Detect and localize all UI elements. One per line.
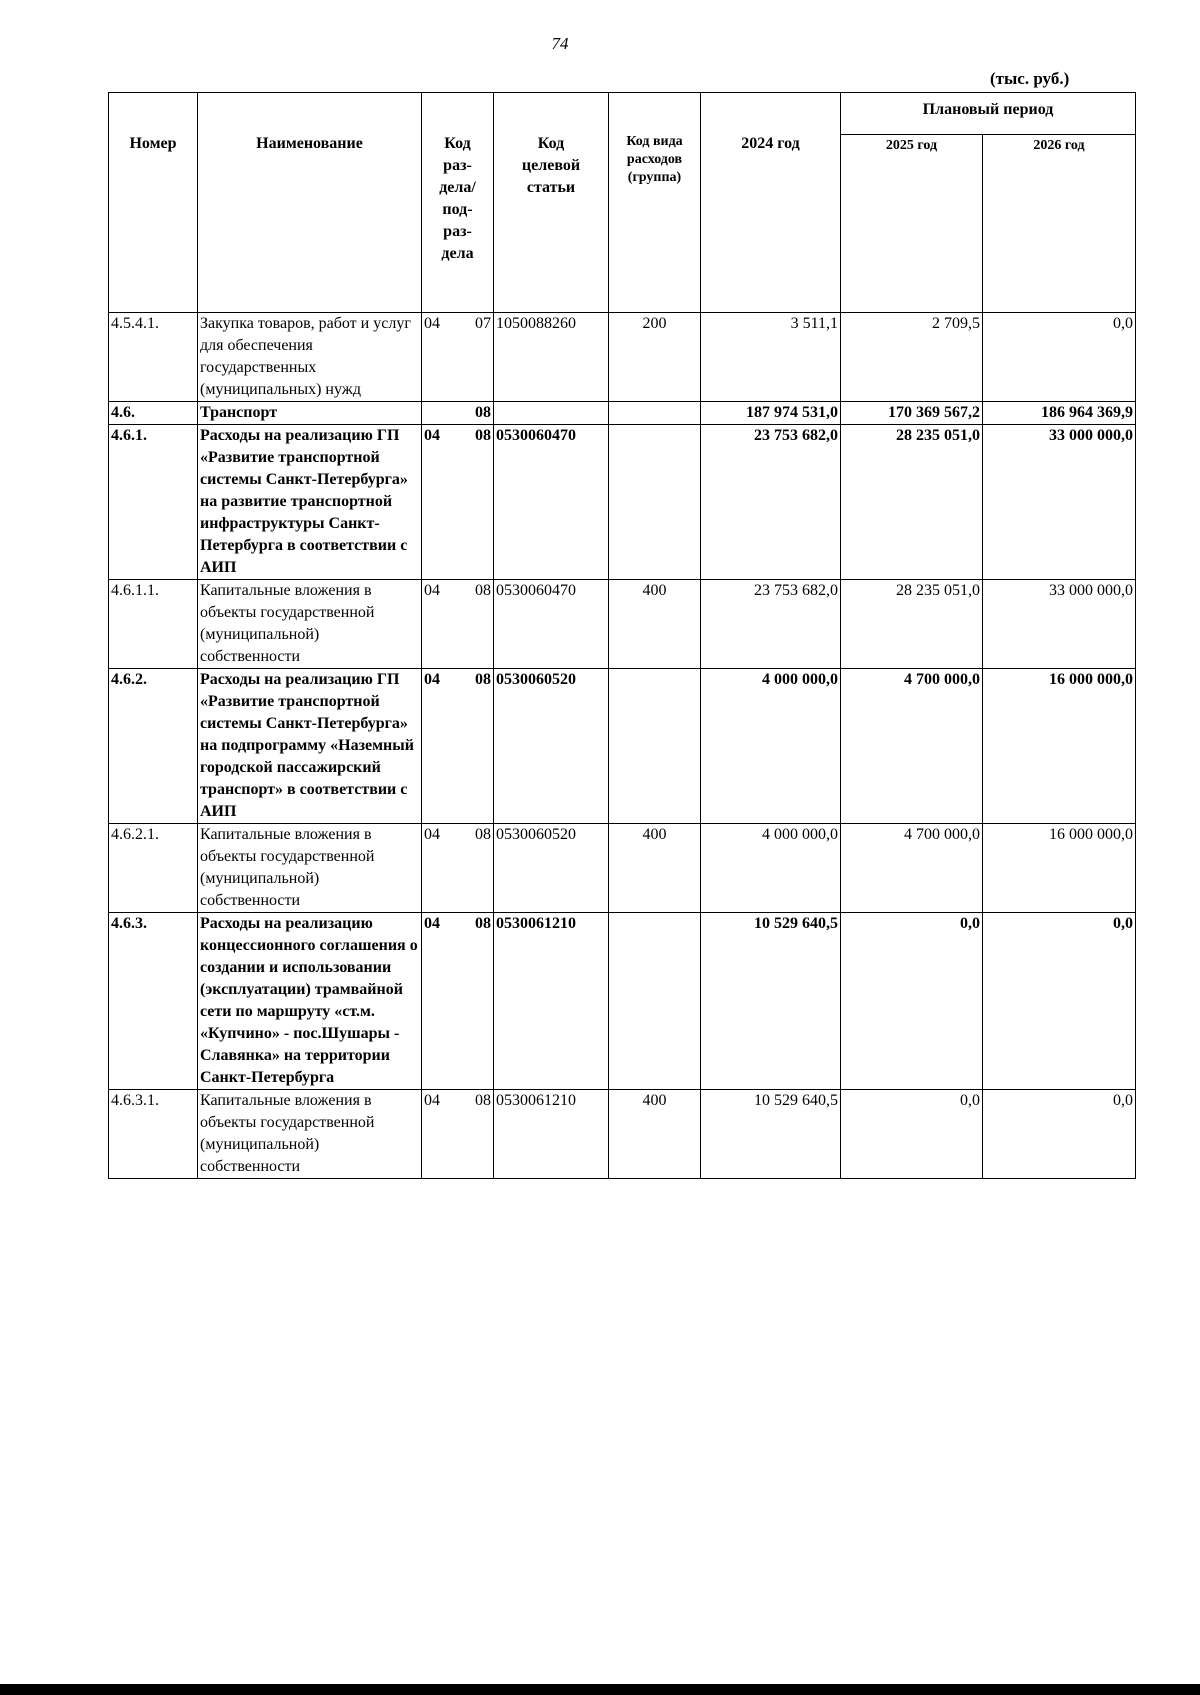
- table-row: [109, 425, 1136, 580]
- header-year-2025: 2025 год: [841, 135, 983, 313]
- header-section-code: Код раз-дела/ под-раз-дела: [422, 93, 494, 313]
- header-number: Номер: [109, 93, 198, 313]
- subsection-code: 08: [475, 915, 491, 932]
- row-expense-type: [609, 913, 701, 1090]
- header-year-2024: 2024 год: [701, 93, 841, 313]
- row-name: Транспорт: [198, 402, 422, 425]
- page-number: 74: [551, 34, 569, 53]
- row-name: Расходы на реализацию ГП «Развитие транспортной системы Санкт-Петербурга» на подпрограмму «Наземный городской пассажирский транспорт» в соответствии с АИП: [198, 669, 422, 824]
- header-planning-period: Плановый период: [841, 93, 1136, 135]
- subsection-code: 08: [475, 826, 491, 843]
- row-amount-2025: 4 700 000,0: [841, 669, 983, 824]
- row-section-code: [422, 913, 494, 1090]
- row-section-code: [422, 580, 494, 669]
- row-number: 4.6.1.1.: [109, 580, 198, 669]
- header-name: Наименование: [198, 93, 422, 313]
- row-name: Капитальные вложения в объекты государственной (муниципальной) собственности: [198, 1090, 422, 1179]
- row-target-code: 0530060520: [494, 669, 609, 824]
- row-amount-2024: 187 974 531,0: [701, 402, 841, 425]
- section-code: 04: [424, 671, 440, 688]
- section-code: 04: [424, 315, 440, 332]
- row-amount-2025: 0,0: [841, 1090, 983, 1179]
- row-section-code: [422, 402, 494, 425]
- subsection-code: 08: [475, 427, 491, 444]
- row-expense-type: 400: [609, 1090, 701, 1179]
- row-expense-type: [609, 402, 701, 425]
- subsection-code: 08: [475, 582, 491, 599]
- row-target-code: 0530060520: [494, 824, 609, 913]
- subsection-code: 08: [475, 1092, 491, 1109]
- row-amount-2026: 0,0: [983, 913, 1136, 1090]
- row-name: Капитальные вложения в объекты государственной (муниципальной) собственности: [198, 824, 422, 913]
- row-target-code: 0530061210: [494, 1090, 609, 1179]
- row-amount-2025: 4 700 000,0: [841, 824, 983, 913]
- table-row: [109, 1090, 1136, 1179]
- row-number: 4.6.: [109, 402, 198, 425]
- table-body: [109, 313, 1136, 1179]
- units-label: (тыс. руб.): [990, 69, 1070, 88]
- header-expense-type-code: Код вида расходов (группа): [609, 93, 701, 313]
- row-amount-2024: 23 753 682,0: [701, 425, 841, 580]
- row-amount-2026: 16 000 000,0: [983, 824, 1136, 913]
- budget-table: [108, 92, 1136, 1179]
- row-name: Закупка товаров, работ и услуг для обеспечения государственных (муниципальных) нужд: [198, 313, 422, 402]
- row-number: 4.5.4.1.: [109, 313, 198, 402]
- row-amount-2024: 4 000 000,0: [701, 669, 841, 824]
- row-name: Капитальные вложения в объекты государственной (муниципальной) собственности: [198, 580, 422, 669]
- row-name: Расходы на реализацию концессионного соглашения о создании и использовании (эксплуатации) трамвайной сети по маршруту «ст.м. «Купчино» - пос.Шушары - Славянка» на территории Санкт-Петербурга: [198, 913, 422, 1090]
- row-number: 4.6.3.: [109, 913, 198, 1090]
- header-target-code: Код целевой статьи: [494, 93, 609, 313]
- row-target-code: [494, 402, 609, 425]
- row-amount-2026: 16 000 000,0: [983, 669, 1136, 824]
- section-code: 04: [424, 427, 440, 444]
- table-row: [109, 913, 1136, 1090]
- subsection-code: 08: [475, 404, 491, 421]
- section-code: 04: [424, 826, 440, 843]
- row-amount-2024: 23 753 682,0: [701, 580, 841, 669]
- row-section-code: [422, 824, 494, 913]
- row-target-code: 0530061210: [494, 913, 609, 1090]
- row-target-code: 0530060470: [494, 425, 609, 580]
- row-section-code: [422, 1090, 494, 1179]
- row-amount-2026: 33 000 000,0: [983, 425, 1136, 580]
- row-section-code: [422, 425, 494, 580]
- row-section-code: [422, 313, 494, 402]
- row-section-code: [422, 669, 494, 824]
- row-amount-2026: 0,0: [983, 1090, 1136, 1179]
- row-amount-2024: 4 000 000,0: [701, 824, 841, 913]
- table-row: [109, 580, 1136, 669]
- row-expense-type: 400: [609, 824, 701, 913]
- scan-border: [0, 1684, 1200, 1695]
- header-year-2026: 2026 год: [983, 135, 1136, 313]
- subsection-code: 07: [475, 315, 491, 332]
- table-row: [109, 669, 1136, 824]
- table-row: [109, 313, 1136, 402]
- row-expense-type: [609, 669, 701, 824]
- row-number: 4.6.3.1.: [109, 1090, 198, 1179]
- subsection-code: 08: [475, 671, 491, 688]
- section-code: 04: [424, 1092, 440, 1109]
- row-expense-type: 400: [609, 580, 701, 669]
- table-row: [109, 824, 1136, 913]
- row-expense-type: [609, 425, 701, 580]
- row-amount-2024: 3 511,1: [701, 313, 841, 402]
- row-amount-2026: 0,0: [983, 313, 1136, 402]
- section-code: 04: [424, 915, 440, 932]
- row-amount-2025: 170 369 567,2: [841, 402, 983, 425]
- section-code: 04: [424, 582, 440, 599]
- row-amount-2025: 0,0: [841, 913, 983, 1090]
- row-amount-2025: 28 235 051,0: [841, 425, 983, 580]
- row-number: 4.6.2.1.: [109, 824, 198, 913]
- table-row: [109, 402, 1136, 425]
- row-amount-2024: 10 529 640,5: [701, 1090, 841, 1179]
- row-number: 4.6.2.: [109, 669, 198, 824]
- row-amount-2025: 2 709,5: [841, 313, 983, 402]
- row-target-code: 1050088260: [494, 313, 609, 402]
- row-expense-type: 200: [609, 313, 701, 402]
- row-target-code: 0530060470: [494, 580, 609, 669]
- row-amount-2026: 33 000 000,0: [983, 580, 1136, 669]
- row-amount-2025: 28 235 051,0: [841, 580, 983, 669]
- row-amount-2024: 10 529 640,5: [701, 913, 841, 1090]
- row-amount-2026: 186 964 369,9: [983, 402, 1136, 425]
- row-name: Расходы на реализацию ГП «Развитие транспортной системы Санкт-Петербурга» на развитие транспортной инфраструктуры Санкт-Петербурга в соответствии с АИП: [198, 425, 422, 580]
- row-number: 4.6.1.: [109, 425, 198, 580]
